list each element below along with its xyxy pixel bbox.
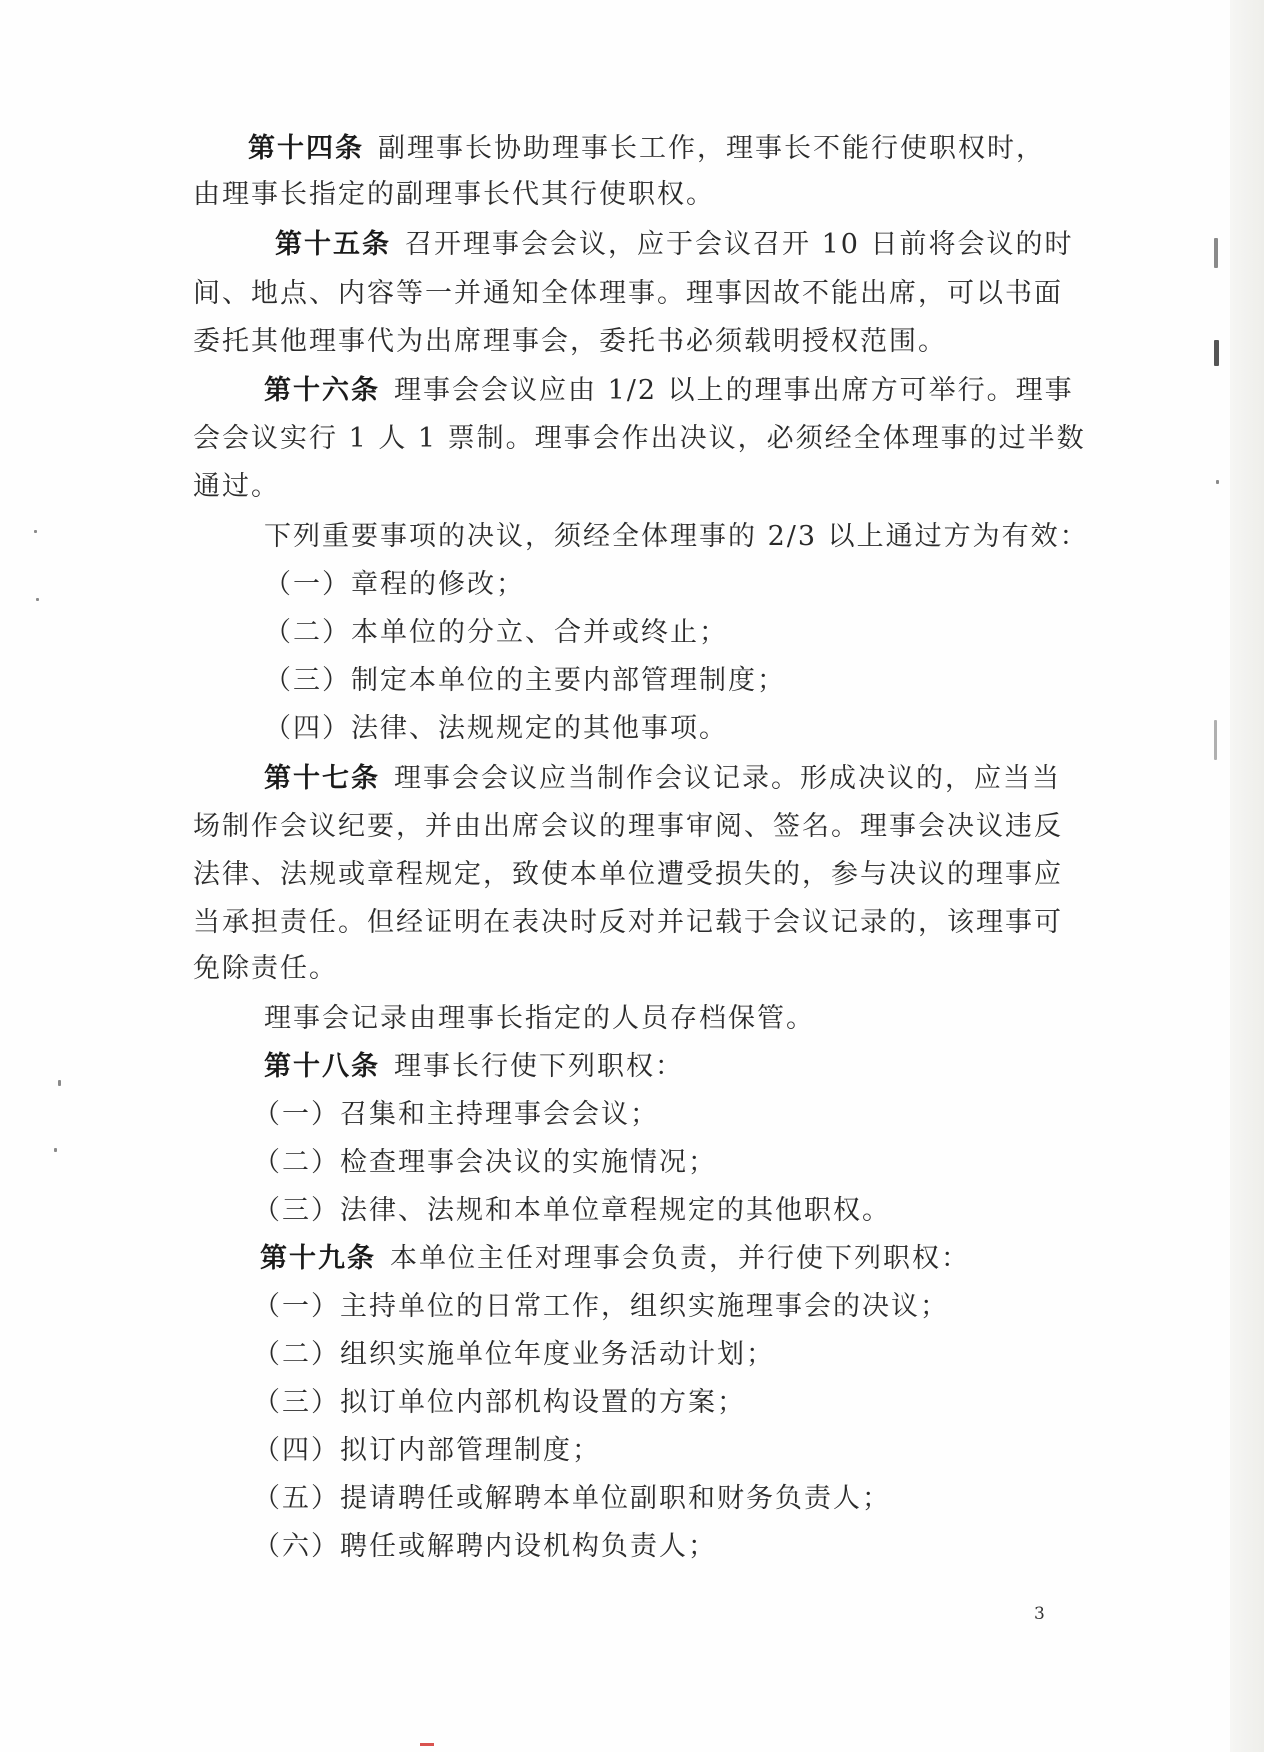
article-18-item-2: （二）检查理事会决议的实施情况； xyxy=(253,1147,717,1178)
article-17-line-4: 当承担责任。但经证明在表决时反对并记载于会议记录的，该理事可 xyxy=(193,907,1063,938)
article-15-line-3: 委托其他理事代为出席理事会，委托书必须载明授权范围。 xyxy=(193,326,947,357)
article-19-item-6: （六）聘任或解聘内设机构负责人； xyxy=(253,1531,717,1562)
article-19-text-1: 本单位主任对理事会负责，并行使下列职权： xyxy=(390,1243,970,1274)
article-16-text-1: 理事会会议应由 1/2 以上的理事出席方可举行。理事 xyxy=(394,375,1074,406)
article-19-title: 第十九条 xyxy=(260,1243,376,1274)
article-16-line-4: 下列重要事项的决议，须经全体理事的 2/3 以上通过方为有效： xyxy=(264,521,1089,552)
scan-artifact xyxy=(1216,480,1219,484)
page-number: 3 xyxy=(1034,1604,1045,1624)
article-14-text-1: 副理事长协助理事长工作，理事长不能行使职权时， xyxy=(378,133,1045,164)
scan-artifact xyxy=(54,1148,57,1152)
scan-artifact-red xyxy=(420,1743,434,1746)
article-15-line-2: 间、地点、内容等一并通知全体理事。理事因故不能出席，可以书面 xyxy=(193,278,1063,309)
article-19-item-4: （四）拟订内部管理制度； xyxy=(253,1435,601,1466)
article-18-text-1: 理事长行使下列职权： xyxy=(394,1051,684,1082)
article-17-line-6: 理事会记录由理事长指定的人员存档保管。 xyxy=(264,1003,815,1034)
article-17-title: 第十七条 xyxy=(264,763,380,794)
article-16-line-3: 通过。 xyxy=(193,471,280,502)
article-17-text-1: 理事会会议应当制作会议记录。形成决议的，应当当 xyxy=(394,763,1061,794)
article-14-line-1 xyxy=(248,132,1045,166)
article-19-item-1: （一）主持单位的日常工作，组织实施理事会的决议； xyxy=(253,1291,949,1322)
article-16-title: 第十六条 xyxy=(264,375,380,406)
article-17-line-1 xyxy=(264,762,1061,796)
article-19-item-3: （三）拟订单位内部机构设置的方案； xyxy=(253,1387,746,1418)
article-18-item-1: （一）召集和主持理事会会议； xyxy=(253,1099,659,1130)
article-17-line-3: 法律、法规或章程规定，致使本单位遭受损失的，参与决议的理事应 xyxy=(193,859,1063,890)
article-15-title: 第十五条 xyxy=(275,229,391,260)
scan-artifact xyxy=(58,1080,61,1086)
article-18-line-1 xyxy=(264,1050,684,1084)
article-15-text-1: 召开理事会会议，应于会议召开 10 日前将会议的时 xyxy=(405,229,1074,260)
article-14-line-2: 由理事长指定的副理事长代其行使职权。 xyxy=(193,179,715,210)
article-14-title: 第十四条 xyxy=(248,133,364,164)
article-16-item-1: （一）章程的修改； xyxy=(264,569,525,600)
scan-edge-strip xyxy=(1230,0,1264,1752)
article-16-item-4: （四）法律、法规规定的其他事项。 xyxy=(264,713,728,744)
article-18-title: 第十八条 xyxy=(264,1051,380,1082)
scan-artifact xyxy=(1214,238,1218,268)
scan-artifact xyxy=(1214,340,1219,366)
scan-artifact xyxy=(36,598,39,601)
article-16-line-2: 会会议实行 1 人 1 票制。理事会作出决议，必须经全体理事的过半数 xyxy=(193,423,1086,454)
article-18-item-3: （三）法律、法规和本单位章程规定的其他职权。 xyxy=(253,1195,891,1226)
article-17-line-5: 免除责任。 xyxy=(193,953,338,984)
article-19-item-5: （五）提请聘任或解聘本单位副职和财务负责人； xyxy=(253,1483,891,1514)
article-17-line-2: 场制作会议纪要，并由出席会议的理事审阅、签名。理事会决议违反 xyxy=(193,811,1063,842)
scan-artifact xyxy=(34,530,37,533)
article-15-line-1 xyxy=(275,228,1074,262)
scan-artifact xyxy=(1214,720,1217,760)
article-16-line-1 xyxy=(264,374,1074,408)
article-19-item-2: （二）组织实施单位年度业务活动计划； xyxy=(253,1339,775,1370)
article-19-line-1 xyxy=(260,1242,970,1276)
article-16-item-2: （二）本单位的分立、合并或终止； xyxy=(264,617,728,648)
article-16-item-3: （三）制定本单位的主要内部管理制度； xyxy=(264,665,786,696)
